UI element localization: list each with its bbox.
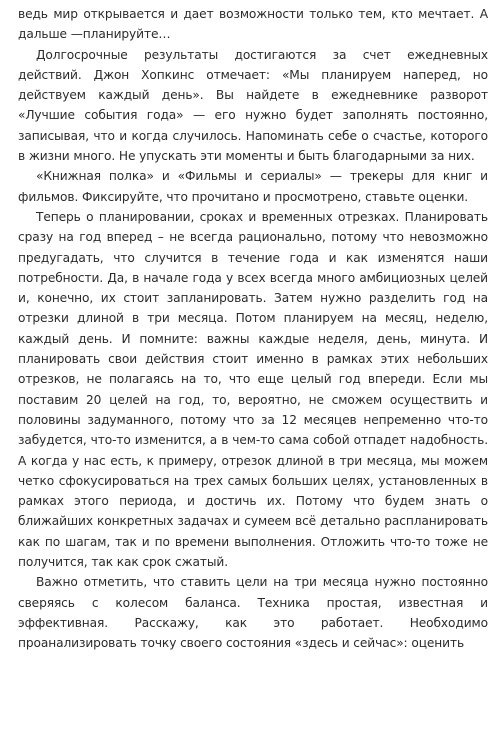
paragraph-planning-periods: Теперь о планировании, сроках и временных отрезках. Планировать сразу на год вперед – не всегда рационально, потому что невозможно предугадать, что случится в течение года и как изменятся наши потребности. Да, в начале года у всех всегда много амбициозных целей и, конечно, их стоит запланировать. Затем нужно разделить год на отрезки длиной в три месяца. Потом планируем на месяц, неделю, каждый день. И помните: важны каждые неделя, день, минута. И планировать свои действия стоит именно в рамках этих небольших отрезков, не полагаясь на то, что еще целый год впереди. Если мы поставим 20 целей на год, то, вероятно, не сможем осуществить и половины задуманного, потому что за 12 месяцев непременно что-то забудется, что-то изменится, а в чем-то сама собой отпадет надобность. А когда у нас есть, к примеру, отрезок длиной в три месяца, мы можем четко сфокусироваться на трех самых больших целях, установленных в рамках этого периода, и достичь их. Потому что будем знать о ближайших конкретных задачах и сумеем всё детально распланировать как по шагам, так и по времени выполнения. Отложить что-то тоже не получится, так как срок сжатый. xyxy=(18,209,488,570)
paragraph-balance-wheel: Важно отметить, что ставить цели на три месяца нужно постоянно сверяясь с колесом баланса. Техника простая, известная и эффективная. Расскажу, как это работает. Необходимо проанализировать точку своего состояния «здесь и сейчас»: оценить xyxy=(18,575,488,651)
paragraph-long-term-results: Долгосрочные результаты достигаются за счет ежедневных действий. Джон Хопкинс отмечает: «Мы планируем наперед, но действуем каждый день». Вы найдете в ежедневнике разворот «Лучшие события года» — его нужно будет заполнять постоянно, записывая, что и когда случилось. Напоминать себе о счастье, которого в жизни много. Не упускать эти моменты и быть благодарными за них. xyxy=(18,47,488,164)
paragraph-continuation: ведь мир открывается и дает возможности только тем, кто мечтает. А дальше —планируйте… xyxy=(18,7,488,42)
paragraph-trackers: «Книжная полка» и «Фильмы и сериалы» — трекеры для книг и фильмов. Фиксируйте, что прочитано и просмотрено, ставьте оценки. xyxy=(18,169,488,204)
